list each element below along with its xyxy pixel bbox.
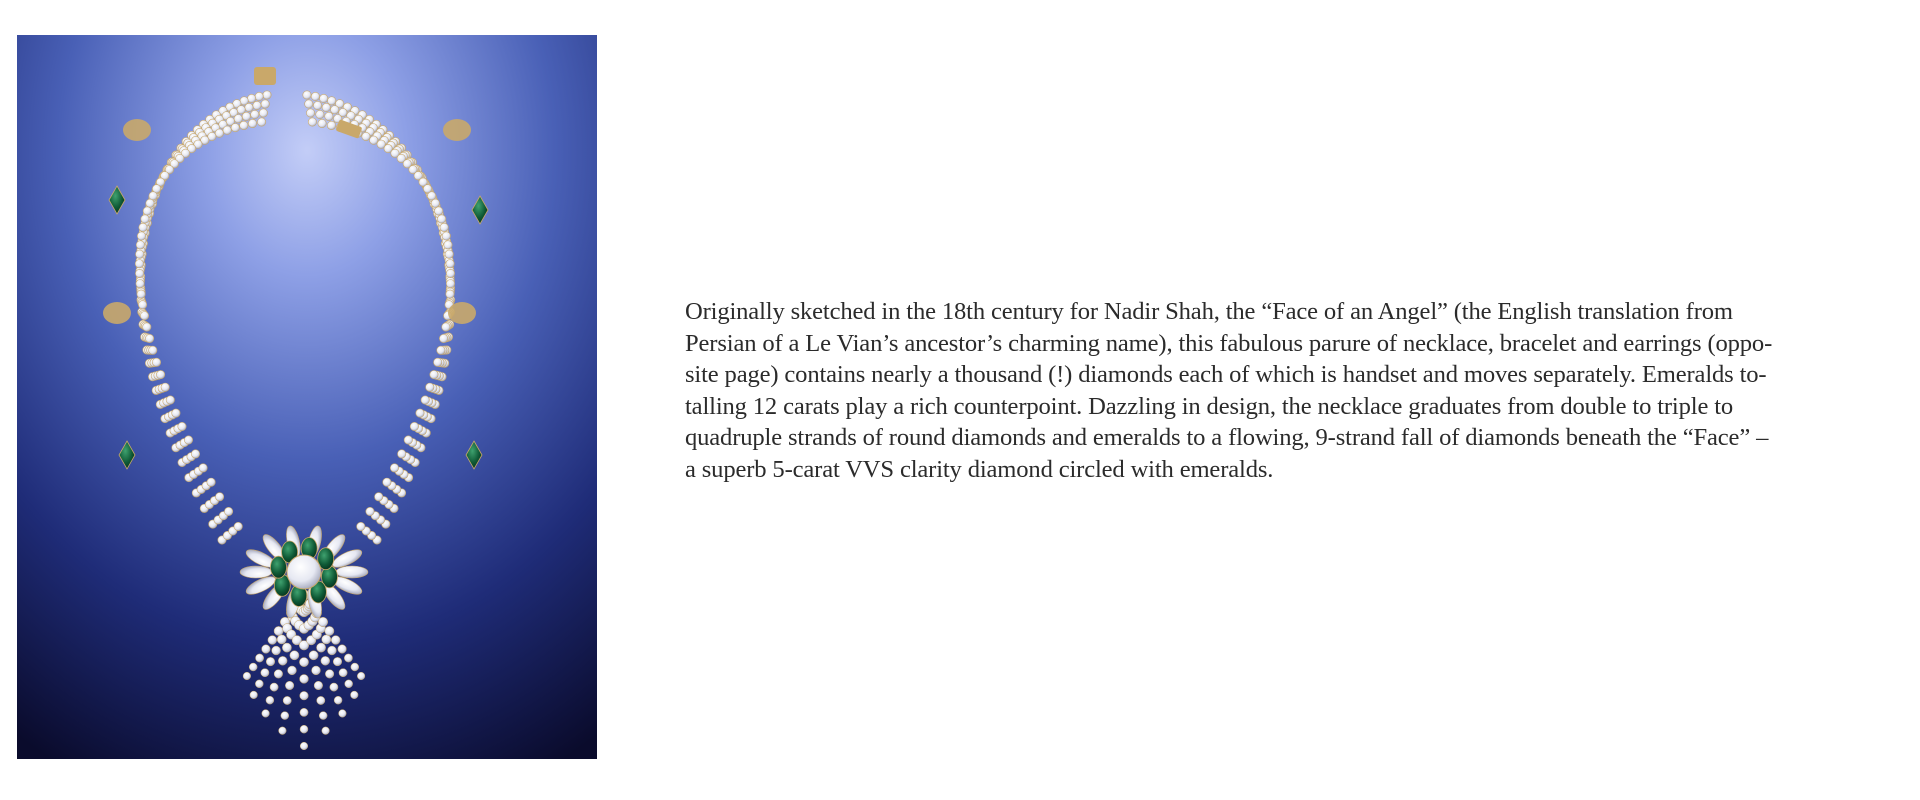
fringe-diamond: [300, 674, 309, 683]
diamond-bead: [240, 121, 248, 129]
diamond-bead: [141, 215, 149, 223]
diamond-bead: [431, 199, 439, 207]
marquise-diamond: [240, 566, 272, 578]
diamond-bead: [224, 507, 232, 515]
fringe-diamond: [317, 696, 325, 704]
diamond-bead: [306, 109, 314, 117]
fringe-diamond: [309, 651, 318, 660]
diamond-bead: [426, 383, 434, 391]
fringe-diamond: [344, 654, 352, 662]
fringe-diamond: [338, 645, 347, 654]
diamond-bead: [316, 110, 324, 118]
fringe-diamond: [274, 670, 283, 679]
diamond-bead: [440, 223, 448, 231]
fringe-diamond: [331, 636, 340, 645]
diamond-bead: [263, 91, 271, 99]
diamond-bead: [421, 396, 429, 404]
diamond-bead: [320, 94, 328, 102]
fringe-diamond: [249, 663, 257, 671]
fringe-diamond: [351, 663, 359, 671]
diamond-bead: [143, 207, 151, 215]
fringe-diamond: [318, 617, 327, 626]
fringe-diamond: [281, 712, 289, 720]
diamond-bead: [439, 334, 447, 342]
diamond-bead: [366, 507, 374, 515]
fringe-diamond: [345, 680, 353, 688]
diamond-bead: [362, 132, 370, 140]
pave-connector: [443, 119, 471, 141]
diamond-bead: [327, 121, 335, 129]
diamond-bead: [152, 358, 160, 366]
fringe-diamond: [339, 669, 347, 677]
diamond-bead: [184, 436, 192, 444]
fringe-diamond: [325, 670, 334, 679]
fringe-diamond: [266, 696, 274, 704]
caption-paragraph: [685, 296, 1855, 485]
diamond-bead: [136, 250, 144, 258]
diamond-bead: [390, 464, 398, 472]
diamond-bead: [161, 383, 169, 391]
center-diamond: [287, 555, 321, 589]
diamond-bead: [446, 260, 454, 268]
diamond-bead: [231, 123, 239, 131]
fringe-diamond: [288, 666, 297, 675]
diamond-bead: [140, 312, 148, 320]
fringe-diamond: [250, 691, 258, 699]
fringe-diamond: [321, 656, 330, 665]
fringe-diamond: [317, 643, 326, 652]
diamond-bead: [375, 493, 383, 501]
caption-line: site page) contains nearly a thousand (!) diamonds each of which is handset and moves separately. Emeralds to-: [685, 361, 1767, 388]
diamond-bead: [139, 223, 147, 231]
fringe-diamond: [299, 658, 308, 667]
necklace-photo: [17, 35, 597, 759]
fringe-diamond: [357, 672, 365, 680]
fringe-diamond: [319, 712, 327, 720]
diamond-bead: [251, 110, 259, 118]
diamond-bead: [137, 232, 145, 240]
necklace-image: [17, 35, 597, 759]
diamond-bead: [434, 358, 442, 366]
fringe-diamond: [283, 696, 291, 704]
diamond-bead: [145, 334, 153, 342]
fringe-diamond: [277, 635, 286, 644]
diamond-bead: [255, 92, 263, 100]
fringe-diamond: [279, 727, 287, 735]
diamond-bead: [442, 323, 450, 331]
pave-connector: [123, 119, 151, 141]
fringe-diamond: [285, 681, 294, 690]
fringe-diamond: [282, 643, 291, 652]
diamond-bead: [136, 280, 144, 288]
diamond-bead: [248, 119, 256, 127]
fringe-diamond: [266, 657, 275, 666]
diamond-bead: [438, 215, 446, 223]
diamond-bead: [156, 370, 164, 378]
caption-line: a superb 5-carat VVS clarity diamond circled with emeralds.: [685, 455, 1274, 483]
diamond-bead: [199, 464, 207, 472]
fringe-diamond: [312, 666, 321, 675]
fringe-diamond: [278, 656, 287, 665]
diamond-bead: [437, 346, 445, 354]
diamond-bead: [234, 115, 242, 123]
diamond-bead: [442, 232, 450, 240]
fringe-diamond: [300, 725, 308, 733]
fringe-diamond: [314, 681, 323, 690]
diamond-bead: [311, 92, 319, 100]
diamond-bead: [136, 241, 144, 249]
fringe-diamond: [327, 646, 336, 655]
diamond-bead: [444, 241, 452, 249]
diamond-bead: [215, 129, 223, 137]
diamond-bead: [331, 106, 339, 114]
caption-line: talling 12 carats play a rich counterpoint. Dazzling in design, the necklace graduates from double to triple to: [685, 392, 1734, 420]
fringe-diamond: [351, 691, 359, 699]
marquise-diamond: [336, 566, 368, 578]
diamond-bead: [416, 409, 424, 417]
diamond-bead: [146, 199, 154, 207]
fringe-diamond: [261, 669, 269, 677]
diamond-bead: [398, 450, 406, 458]
fringe-diamond: [270, 683, 278, 691]
diamond-bead: [446, 290, 454, 298]
fringe-diamond: [268, 636, 277, 645]
diamond-bead: [207, 478, 215, 486]
diamond-bead: [172, 409, 180, 417]
diamond-bead: [370, 136, 378, 144]
diamond-bead: [305, 100, 313, 108]
fringe-diamond: [274, 626, 283, 635]
diamond-bead: [410, 422, 418, 430]
diamond-bead: [261, 100, 269, 108]
diamond-bead: [383, 478, 391, 486]
diamond-bead: [135, 260, 143, 268]
fringe-diamond: [322, 727, 330, 735]
diamond-bead: [215, 493, 223, 501]
diamond-bead: [253, 101, 261, 109]
fringe-diamond: [300, 708, 308, 716]
diamond-bead: [259, 109, 267, 117]
caption-line: quadruple strands of round diamonds and emeralds to a flowing, 9-strand fall of diamonds beneath the “Face” –: [685, 424, 1769, 451]
fringe-diamond: [272, 646, 281, 655]
diamond-bead: [143, 323, 151, 331]
diamond-bead: [435, 207, 443, 215]
diamond-bead: [257, 118, 265, 126]
diamond-bead: [242, 112, 250, 120]
diamond-bead: [191, 450, 199, 458]
fringe-diamond: [290, 651, 299, 660]
fringe-diamond: [255, 680, 263, 688]
fringe-diamond: [243, 672, 251, 680]
fringe-diamond: [333, 657, 342, 666]
photo-backdrop: [17, 35, 597, 759]
diamond-bead: [178, 422, 186, 430]
fringe-diamond: [334, 696, 342, 704]
diamond-bead: [445, 250, 453, 258]
fringe-diamond: [262, 710, 270, 718]
diamond-bead: [313, 101, 321, 109]
diamond-bead: [325, 112, 333, 120]
diamond-bead: [404, 436, 412, 444]
diamond-bead: [446, 280, 454, 288]
diamond-bead: [446, 269, 454, 277]
pave-connector: [103, 302, 131, 324]
caption-line: Originally sketched in the 18th century for Nadir Shah, the “Face of an Angel” (the English translation from: [685, 298, 1733, 325]
fringe-diamond: [325, 626, 334, 635]
diamond-bead: [223, 126, 231, 134]
fringe-diamond: [339, 710, 347, 718]
diamond-bead: [234, 522, 242, 530]
fringe-diamond: [255, 654, 263, 662]
fringe-diamond: [262, 645, 271, 654]
diamond-bead: [245, 103, 253, 111]
diamond-bead: [428, 192, 436, 200]
fringe-diamond: [300, 691, 309, 700]
diamond-bead: [166, 396, 174, 404]
diamond-bead: [357, 522, 365, 530]
diamond-bead: [430, 370, 438, 378]
diamond-bead: [138, 301, 146, 309]
fringe-diamond: [322, 635, 331, 644]
diamond-bead: [322, 103, 330, 111]
fringe-diamond: [300, 742, 308, 750]
diamond-bead: [318, 119, 326, 127]
diamond-bead: [137, 290, 145, 298]
diamond-bead: [135, 269, 143, 277]
diamond-bead: [149, 346, 157, 354]
diamond-bead: [303, 91, 311, 99]
diamond-bead: [308, 118, 316, 126]
clasp-box: [254, 67, 276, 85]
fringe-diamond: [330, 683, 338, 691]
caption-line: Persian of a Le Vian’s ancestor’s charming name), this fabulous parure of necklace, bracelet and earrings (oppo-: [685, 329, 1773, 357]
pave-connector: [448, 302, 476, 324]
